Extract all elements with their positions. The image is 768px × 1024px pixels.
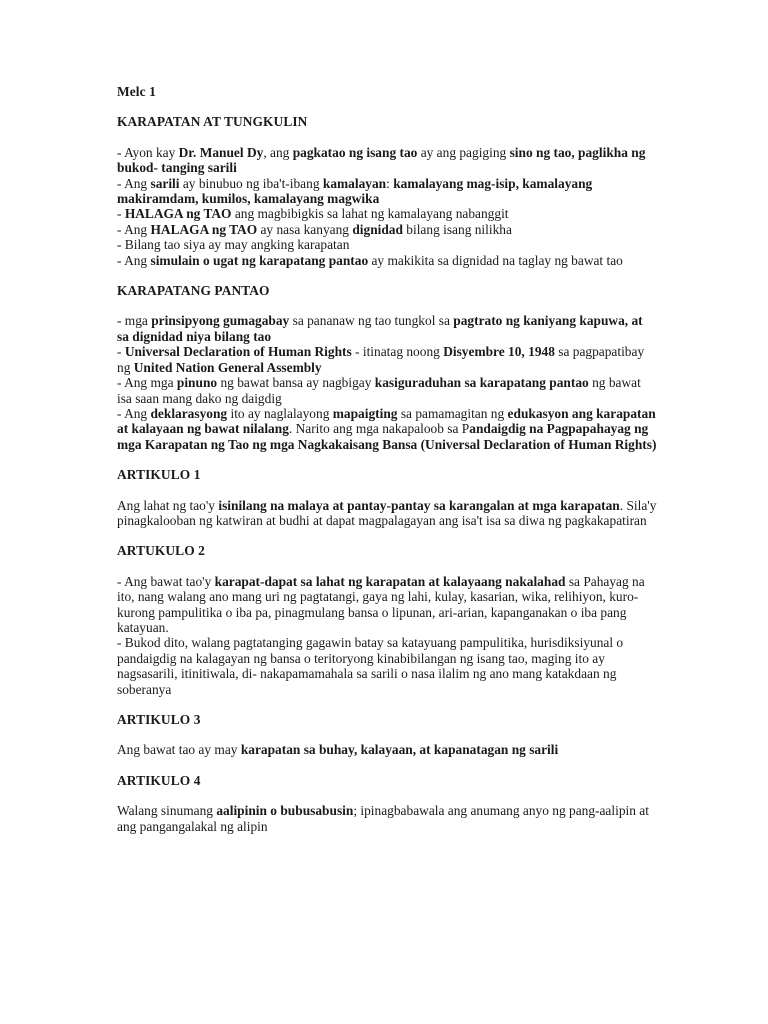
text-run: - Bilang tao siya ay may angking karapatan <box>117 237 350 253</box>
text-run: bilang isang nilikha <box>402 221 512 237</box>
paragraph-line <box>117 635 657 697</box>
text-run: - Bukod dito, walang pagtatanging gagawin batay sa katayuang pampulitika, hurisdiksiyunal o pandaigdig na kalagayan ng bansa o teritoryong kinabibilangan ng isang tao, maging ito ay nagsasarili, itinitiwala, di- nakapamamahala sa sarili o nasa ilalim ng ano mang katakdaan ng soberanya <box>117 635 624 697</box>
section-karapatan-body <box>117 145 657 268</box>
bold-text-run: sino ng tao, paglikha ng bukod- tanging sarili <box>117 144 646 176</box>
artikulo-2-body <box>117 574 657 697</box>
paragraph-line <box>117 375 657 406</box>
artikulo-1-body <box>117 498 657 529</box>
text-run: - Ang mga <box>117 375 177 391</box>
bold-text-run: United Nation General Assembly <box>133 359 322 375</box>
text-run: sa pananaw ng tao tungkol sa <box>289 313 454 329</box>
text-run: ay ang pagiging <box>417 144 510 160</box>
artikulo-1-heading-block <box>117 467 657 482</box>
section-heading: KARAPATAN AT TUNGKULIN <box>117 114 308 130</box>
bold-text-run: HALAGA ng TAO <box>124 206 232 222</box>
section-pantao-heading-block <box>117 283 657 298</box>
text-run: ay nasa kanyang <box>257 221 353 237</box>
bold-text-run: andaigdig na Pagpapahayag ng mga Karapatan ng Tao ng mga Nagkakaisang Bansa (Universal Declaration of Human Rights) <box>117 421 657 452</box>
paragraph-line <box>117 803 657 834</box>
text-run: ng bawat bansa ay nagbigay <box>217 375 375 391</box>
text-run: - <box>117 206 125 222</box>
text-run: sa pagpapatibay ng <box>117 344 645 375</box>
bold-text-run: HALAGA ng TAO <box>150 221 258 237</box>
paragraph-line <box>117 498 657 529</box>
bold-text-run: karapat-dapat sa lahat ng karapatan at kalayaang nakalahad <box>214 573 566 589</box>
paragraph-line <box>117 742 657 757</box>
bold-text-run: prinsipyong gumagabay <box>151 313 290 329</box>
text-run: - itinatag noong <box>351 344 444 360</box>
bold-text-run: simulain o ugat ng karapatang pantao <box>150 252 369 268</box>
bold-text-run: Dr. Manuel Dy <box>178 144 264 160</box>
bold-text-run: pinuno <box>176 375 218 391</box>
text-run: ng bawat isa saan mang dako ng daigdig <box>117 375 641 406</box>
text-run: . Sila'y pinagkalooban ng katwiran at budhi at dapat magpalagayan ang isa't isa sa diwa ng pagkakapatiran <box>117 497 657 528</box>
paragraph-line <box>117 237 657 252</box>
text-run: Ang bawat tao ay may <box>117 742 241 758</box>
paragraph-line <box>117 344 657 375</box>
artikulo-3-body <box>117 742 657 757</box>
bold-text-run: isinilang na malaya at pantay-pantay sa karangalan at mga karapatan <box>218 497 620 513</box>
bold-text-run: pagkatao ng isang tao <box>292 144 418 160</box>
paragraph-line <box>117 574 657 636</box>
bold-text-run: pagtrato ng kaniyang kapuwa, at sa dignidad niya bilang tao <box>117 313 643 344</box>
bold-text-run: mapaigting <box>332 405 398 421</box>
bold-text-run: edukasyon ang karapatan at kalayaan ng bawat nilalang <box>117 405 656 437</box>
artikulo-4-body <box>117 803 657 834</box>
text-run: - Ayon kay <box>117 144 179 160</box>
text-run: , ang <box>263 144 293 160</box>
text-run: - mga <box>117 313 152 329</box>
paragraph-line <box>117 176 657 207</box>
document-label-block <box>117 84 657 99</box>
text-run: ang magbibigkis sa lahat ng kamalayang nabanggit <box>231 206 509 222</box>
text-run: . Narito ang mga nakapaloob sa P <box>288 421 470 437</box>
text-run: - Ang <box>117 252 151 268</box>
bold-text-run: Disyembre 10, 1948 <box>443 344 555 360</box>
section-pantao-body <box>117 313 657 452</box>
text-run: ay makikita sa dignidad na taglay ng bawat tao <box>368 252 623 268</box>
text-run: sa pamamagitan ng <box>397 405 508 421</box>
article-heading: ARTIKULO 3 <box>117 712 201 727</box>
paragraph-line <box>117 253 657 268</box>
paragraph-line <box>117 145 657 176</box>
bold-text-run: dignidad <box>352 221 403 237</box>
bold-text-run: kamalayang mag-isip, kamalayang makiramdam, kumilos, kamalayang magwika <box>117 175 593 207</box>
text-run: : <box>386 175 394 191</box>
section-heading: KARAPATANG PANTAO <box>117 283 270 299</box>
text-run: sa Pahayag na ito, nang walang ano mang uri ng pagtatangi, gaya ng lahi, kulay, kasarian, wika, relihiyon, kuro-kurong pampulitika o iba pa, pinagmulang bansa o lipunan, ari-arian, kapanganakan o iba pang katayuan. <box>117 573 645 635</box>
text-run: Walang sinumang <box>117 803 217 819</box>
document-page <box>117 84 657 849</box>
text-run: - Ang bawat tao'y <box>117 573 215 589</box>
text-run: - <box>117 344 125 360</box>
artikulo-4-heading-block <box>117 773 657 788</box>
bold-text-run: kasiguraduhan sa karapatang pantao <box>374 375 589 391</box>
document-label: Melc 1 <box>117 84 156 99</box>
bold-text-run: karapatan sa buhay, kalayaan, at kapanatagan ng sarili <box>240 742 559 758</box>
text-run: ay binubuo ng iba't-ibang <box>179 175 323 191</box>
article-heading: ARTIKULO 4 <box>117 772 201 788</box>
artikulo-3-heading-block <box>117 712 657 727</box>
article-heading: ARTUKULO 2 <box>117 543 205 559</box>
bold-text-run: deklarasyong <box>150 405 228 421</box>
section-karapatan-heading-block <box>117 114 657 129</box>
bold-text-run: sarili <box>150 175 180 191</box>
text-run: Ang lahat ng tao'y <box>117 497 219 513</box>
text-run: - Ang <box>117 175 151 191</box>
text-run: - Ang <box>117 405 151 421</box>
text-run: - Ang <box>117 221 151 237</box>
bold-text-run: kamalayan <box>322 175 387 191</box>
text-run: ; ipinagbabawala ang anumang anyo ng pang-aalipin at ang pangangalakal ng alipin <box>117 803 649 834</box>
text-run: ito ay naglalayong <box>227 405 333 421</box>
paragraph-line <box>117 406 657 452</box>
article-heading: ARTIKULO 1 <box>117 467 201 483</box>
bold-text-run: Universal Declaration of Human Rights <box>124 344 352 360</box>
paragraph-line <box>117 313 657 344</box>
paragraph-line <box>117 222 657 237</box>
paragraph-line <box>117 206 657 221</box>
artikulo-2-heading-block <box>117 543 657 558</box>
bold-text-run: aalipinin o bubusabusin <box>216 803 354 819</box>
